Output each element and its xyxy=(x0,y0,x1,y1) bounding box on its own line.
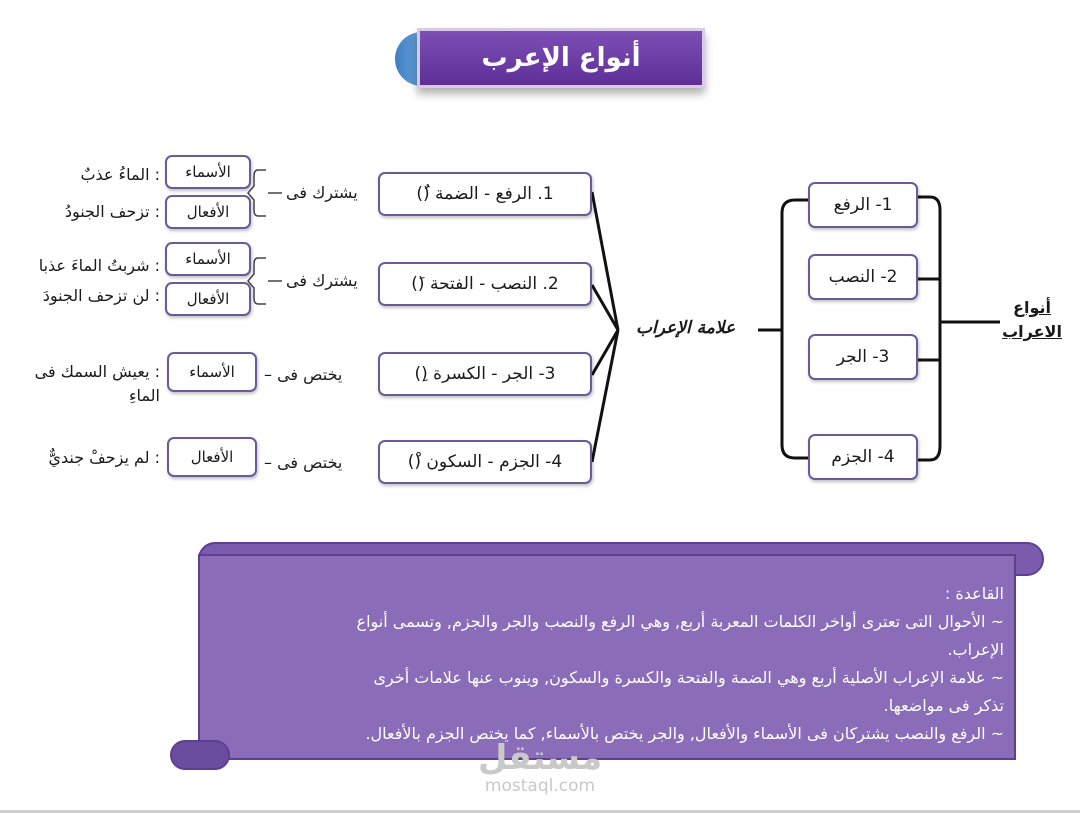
rule-heading: القاعدة : xyxy=(944,584,1004,603)
rule-line-3: ~ علامة الإعراب الأصلية أربع وهي الضمة والفتحة والكسرة والسكون, وينوب عنها علامات أخرى xyxy=(373,668,1004,687)
sign-box-damma: 1. الرفع - الضمة (ُ) xyxy=(378,172,592,216)
example-jazm-verb: : لم يزحفْ جنديٌّ xyxy=(48,448,160,467)
example-raf-verb: : تزحف الجنودُ xyxy=(64,202,160,221)
types-bracket-right xyxy=(918,197,940,460)
scroll-roll-bottom xyxy=(170,740,230,770)
relation-label-1: يشترك فى xyxy=(286,183,358,202)
category-nouns-2: الأسماء xyxy=(165,242,251,276)
rule-line-5: ~ الرفع والنصب يشتركان فى الأسماء والأفعال, والجر يختص بالأسماء, كما يختص الجزم بالأفعال. xyxy=(365,724,1004,743)
category-nouns-3: الأسماء xyxy=(167,352,257,392)
example-jar-noun-1: : يعيش السمك فى xyxy=(34,362,160,381)
rule-text xyxy=(224,580,1004,748)
relation-label-2: يشترك فى xyxy=(286,271,358,290)
rule-line-1: ~ الأحوال التى تعترى أواخر الكلمات المعربة أربع, وهي الرفع والنصب والجر والجزم, وتسمى أنواع xyxy=(356,612,1004,631)
page-title: أنواع الإعرب xyxy=(417,28,705,88)
center-label: علامة الإعراب xyxy=(636,318,736,338)
category-verbs-2: الأفعال xyxy=(165,282,251,316)
sign-box-sukun: 4- الجزم - السكون (ْ) xyxy=(378,440,592,484)
category-verbs-1: الأفعال xyxy=(165,195,251,229)
type-box-jar: 3- الجر xyxy=(808,334,918,380)
category-verbs-4: الأفعال xyxy=(167,437,257,477)
title-banner xyxy=(395,28,707,90)
bottom-divider xyxy=(0,810,1080,813)
relation-label-4: يختص فى – xyxy=(264,453,343,472)
types-bracket-left xyxy=(782,200,808,458)
relation-label-3: يختص فى – xyxy=(264,365,343,384)
watermark-url: mostaql.com xyxy=(484,776,596,796)
type-box-nasb: 2- النصب xyxy=(808,254,918,300)
rule-line-4: تذكر فى مواضعها. xyxy=(883,696,1004,715)
type-box-raf: 1- الرفع xyxy=(808,182,918,228)
example-nasb-noun: : شربتُ الماءَ عذبا xyxy=(38,256,160,275)
example-nasb-verb: : لن تزحف الجنودَ xyxy=(42,286,160,305)
watermark-logo: مستقل xyxy=(477,738,603,778)
example-raf-noun: : الماءُ عذبٌ xyxy=(80,165,160,184)
root-label: أنواع الاعراب xyxy=(1002,298,1062,341)
rule-scroll xyxy=(170,542,1044,772)
category-nouns-1: الأسماء xyxy=(165,155,251,189)
example-jar-noun-2: الماءِ xyxy=(129,386,160,405)
rule-line-2: الإعراب. xyxy=(947,640,1004,659)
type-box-jazm: 4- الجزم xyxy=(808,434,918,480)
watermark xyxy=(440,740,640,796)
sign-box-fatha: 2. النصب - الفتحة (َ) xyxy=(378,262,592,306)
sign-box-kasra: 3- الجر - الكسرة (ِ) xyxy=(378,352,592,396)
